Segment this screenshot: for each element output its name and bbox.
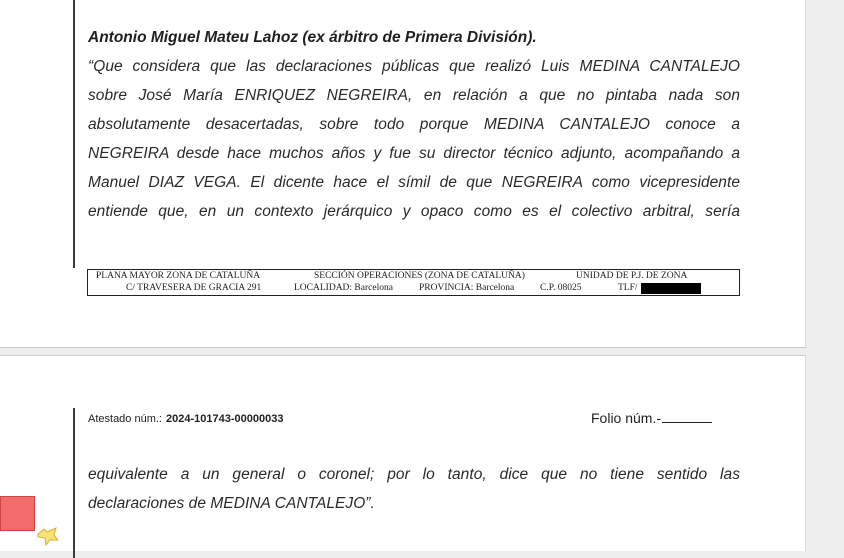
statement-line-3: absolutamente desacertadas, sobre todo porque MEDINA CANTALEJO conoce a bbox=[88, 116, 740, 133]
witness-heading: Antonio Miguel Mateu Lahoz (ex árbitro de Primera División). bbox=[88, 29, 537, 46]
statement-line-1: “Que considera que las declaraciones públicas que realizó Luis MEDINA CANTALEJO bbox=[88, 58, 740, 75]
folio-label: Folio núm.- bbox=[591, 410, 662, 426]
footer-unit-3: UNIDAD DE P.J. DE ZONA bbox=[576, 271, 688, 281]
statement-line-6: entiende que, en un contexto jerárquico y opaco como es el colectivo arbitral, sería bbox=[88, 203, 740, 220]
footer-address: C/ TRAVESERA DE GRACIA 291 bbox=[126, 283, 262, 293]
footer-tlf-label: TLF/ bbox=[618, 283, 638, 293]
footer-unit-2: SECCIÓN OPERACIONES (ZONA DE CATALUÑA) bbox=[314, 271, 525, 281]
statement-line-5: Manuel DIAZ VEGA. El dicente hace el símil de que NEGREIRA como vicepresidente bbox=[88, 174, 740, 191]
folio-blank bbox=[662, 422, 712, 423]
footer-province: PROVINCIA: Barcelona bbox=[419, 283, 515, 293]
footer-unit-1: PLANA MAYOR ZONA DE CATALUÑA bbox=[96, 271, 261, 281]
annotation-marker[interactable] bbox=[0, 496, 35, 531]
folder-icon[interactable] bbox=[36, 526, 60, 546]
atestado-number bbox=[88, 413, 283, 425]
margin-line bbox=[73, 0, 75, 268]
redaction-bar bbox=[641, 283, 701, 294]
statement-line-8: declaraciones de MEDINA CANTALEJO”. bbox=[88, 495, 375, 512]
margin-line bbox=[73, 408, 75, 558]
page-footer bbox=[87, 269, 740, 296]
document-page-2 bbox=[0, 355, 806, 551]
footer-postal: C.P. 08025 bbox=[540, 283, 582, 293]
statement-line-2: sobre José María ENRIQUEZ NEGREIRA, en relación a que no pintaba nada son bbox=[88, 87, 740, 104]
atestado-value: 2024-101743-00000033 bbox=[166, 413, 284, 425]
statement-line-4: NEGREIRA desde hace muchos años y fue su director técnico adjunto, acompañando a bbox=[88, 145, 740, 162]
statement-line-7: equivalente a un general o coronel; por lo tanto, dice que no tiene sentido las bbox=[88, 466, 740, 483]
atestado-label: Atestado núm.: bbox=[88, 413, 162, 425]
folio-number bbox=[591, 410, 712, 426]
footer-locality: LOCALIDAD: Barcelona bbox=[294, 283, 393, 293]
